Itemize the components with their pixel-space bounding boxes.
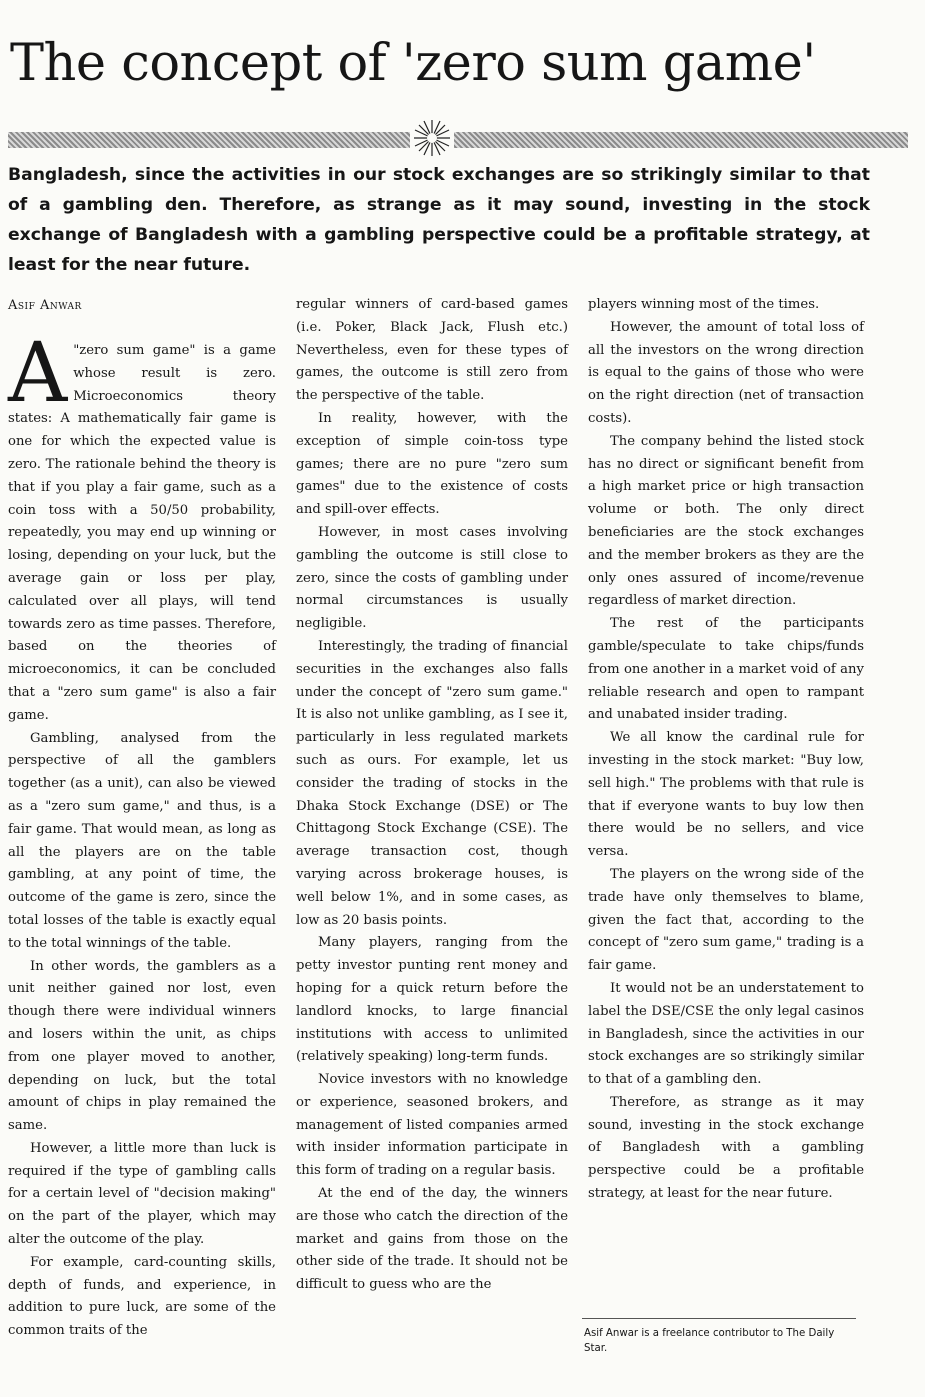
paragraph: Interestingly, the trading of financial securities in the exchanges also falls under the concept of "zero sum game." It is also not unlike gambling, as I see it, particularly in less regulated markets such as ours. For example, let us consider the trading of stocks in the Dhaka Stock Exchange (DSE) or The Chittagong Stock Exchange (CSE). The average transaction cost, though varying across brokerage houses, is well below 1%, and in some cases, as low as 20 basis points. — [296, 638, 568, 928]
lead-paragraph — [8, 326, 276, 728]
paragraph: However, a little more than luck is required if the type of gambling calls for a certain level of "decision making" on the part of the player, which may alter the outcome of the play. — [8, 1140, 276, 1248]
paragraph-continued: regular winners of card-based games (i.e. Poker, Black Jack, Flush etc.) Nevertheless, even for these types of games, the outcome is still zero from the perspective of the table. — [296, 297, 568, 404]
paragraph: However, in most cases involving gambling the outcome is still close to zero, since the costs of gambling under normal circumstances is usually negligible. — [296, 524, 568, 632]
starburst-icon — [410, 116, 454, 160]
paragraph: Many players, ranging from the petty investor punting rent money and hoping for a quick return before the landlord knocks, to large financial institutions with access to unlimited (relatively speaking) long-term funds. — [296, 935, 568, 1065]
paragraph: At the end of the day, the winners are those who catch the direction of the market and gains from those on the other side of the trade. It should not be difficult to guess who are the — [296, 1186, 568, 1293]
author-footnote: Asif Anwar is a freelance contributor to The Daily Star. — [584, 1328, 835, 1354]
paragraph: Therefore, as strange as it may sound, investing in the stock exchange of Bangladesh with a gambling perspective could be a profitable strategy, at least for the near future. — [588, 1094, 864, 1202]
column-1 — [8, 326, 276, 1343]
lead-text: "zero sum game" is a game whose result is zero. Microeconomics theory states: A mathematically fair game is one for which the expected value is zero. The rationale behind the theory is that if you play a fair game, such as a coin toss with a 50/50 probability, repeatedly, you may end up winning or losing, depending on your luck, but the average gain or loss per play, calculated over all plays, will tend towards zero as time passes. Therefore, based on the theories of microeconomics, it can be concluded that a "zero sum game" is also a fair game. — [8, 343, 276, 723]
standfirst: Bangladesh, since the activities in our stock exchanges are so strikingly similar to that of a gambling den. Therefore, as strange as it may sound, investing in the stock exchange of Bangladesh with a gambling perspective could be a profitable strategy, at least for the near future. — [8, 165, 870, 275]
column-2 — [296, 294, 568, 1297]
paragraph: The rest of the participants gamble/speculate to take chips/funds from one another in a market void of any reliable research and open to rampant and unabated insider trading. — [588, 616, 864, 723]
paragraph: However, the amount of total loss of all the investors on the wrong direction is equal to the gains of those who were on the right direction (net of transaction costs). — [588, 319, 864, 426]
paragraph: In other words, the gamblers as a unit neither gained nor lost, even though there were individual winners and losers within the unit, as chips from one player moved to another, depending on luck, but the total amount of chips in play remained the same. — [8, 958, 276, 1134]
paragraph: In reality, however, with the exception of simple coin-toss type games; there are no pure "zero sum games" due to the existence of costs and spill-over effects. — [296, 410, 568, 518]
dropcap: A — [8, 326, 68, 421]
paragraph: The players on the wrong side of the trade have only themselves to blame, given the fact that, according to the concept of "zero sum game," trading is a fair game. — [588, 866, 864, 974]
paragraph: The company behind the listed stock has no direct or significant benefit from a high market price or high transaction volume or both. The only direct beneficiaries are the stock exchanges and the member brokers as they are the only ones assured of income/revenue regardless of market direction. — [588, 433, 864, 609]
byline: Asif Anwar — [8, 298, 82, 313]
paragraph: For example, card-counting skills, depth of funds, and experience, in addition to pure luck, are some of the common traits of the — [8, 1254, 276, 1339]
paragraph: Gambling, analysed from the perspective of all the gamblers together (as a unit), can also be viewed as a "zero sum game," and thus, is a fair game. That would mean, as long as all the players are on the table gambling, at any point of time, the outcome of the game is zero, since the total losses of the table is exactly equal to the total winnings of the table. — [8, 730, 276, 951]
column-3 — [588, 294, 864, 1206]
footnote-rule — [582, 1318, 856, 1319]
headline-divider — [8, 132, 908, 148]
headline: The concept of 'zero sum game' — [10, 34, 816, 93]
paragraph: It would not be an understatement to label the DSE/CSE the only legal casinos in Bangladesh, since the activities in our stock exchanges are so strikingly similar to that of a gambling den. — [588, 980, 864, 1088]
paragraph: Novice investors with no knowledge or experience, seasoned brokers, and management of listed companies armed with insider information participate in this form of trading on a regular basis. — [296, 1072, 568, 1179]
paragraph-continued: players winning most of the times. — [588, 297, 820, 312]
paragraph: We all know the cardinal rule for investing in the stock market: "Buy low, sell high." The problems with that rule is that if everyone wants to buy low then there would be no sellers, and vice versa. — [588, 730, 864, 860]
